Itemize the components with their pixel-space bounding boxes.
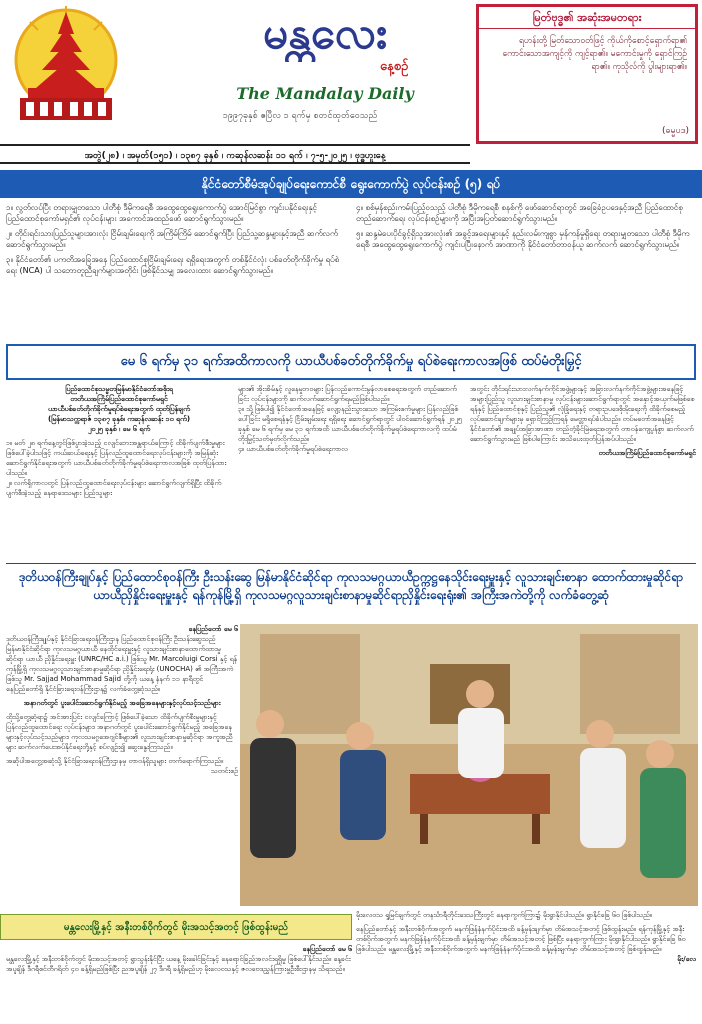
article-subheading: အနာဂတ်တွင် ပူးပေါင်းဆောင်ရွက်နိုင်မည့် အခြေအနေများနှင့်လုပ်သင့်သည်များ bbox=[23, 699, 221, 707]
article-dateline: နေပြည်တော် မေ ၆ bbox=[188, 625, 238, 633]
ceasefire-signature: တတိယအကြိမ်ပြည်ထောင်စုကော်မရှင် bbox=[598, 449, 696, 457]
section-title-election: နိုင်ငံတော်စီမံအုပ်ချုပ်ရေးကောင်စီ ရွေးကောက်ပွဲ လုပ်ငန်းစဉ် (၅) ရပ် bbox=[0, 170, 702, 198]
ceasefire-col-2 bbox=[238, 384, 464, 563]
issue-dateline: အတွဲ(၂၈) ၊ အမှတ်(၁၅၁) ၊ ၁၃၈၇ ခုနှစ် ၊ ကဆုန်လဆန်း ၁၁ ရက် ၊ ၇-၅-၂၀၂၅ ၊ ဗုဒ္ဓဟူးနေ့ bbox=[0, 144, 470, 164]
article-text: မိုးလေဝသ ရှုမြင်ချက်တွင် တနင်္သာရီတိုင်းဒေသကြီးတွင် နေရာကွက်ကြား၌ မိုးရွာနိုင်ပါသည်။ ရွာနိုင်ခြေ ၆၀ ဖြစ်ပါသည်။ bbox=[356, 911, 653, 919]
meeting-photo bbox=[240, 624, 698, 906]
un-meeting-article bbox=[6, 624, 238, 914]
weather-forecast bbox=[356, 910, 696, 1022]
election-step: ၅။ ဆန္ဒမဲပေးပိုင်ခွင့်ရှိသူအားလုံး၏ အခွင့်အရေးများနှင့် နည်းလမ်းကျစွာ မှန်ကန်မှုရှိရေး တရားမျှတသော ပါတီစုံ ဒီမိုကရေစီ အထွေထွေရွေးကောက်ပွဲ ကျင်းပပြီးနောက် အာဏာကို နိုင်ငံတော်တာဝန်ယူ ဆက်လက် ဆောင်ရွက်သွားမည်။ bbox=[356, 229, 690, 249]
motto-text: ရဟန်းတို့ မြတ်သောဝတ်ဖြင့် ကိုယ်ကိုစောင့်ရှောက်ရာ၏ ကောင်းသောအကျင့်ကို ကျင့်ရာ၏။ မကောင်းမှုကို ရှောင်ကြဉ်ရာ၏။ ကုသိုလ်ကို ပွါးများရာ၏။ bbox=[502, 36, 687, 72]
election-steps-right bbox=[356, 202, 696, 342]
ceasefire-text: အတွင်း တိုင်းရင်းသားလက်နက်ကိုင်အဖွဲ့များနှင့် အခြားလက်နက်ကိုင်အဖွဲ့များအနေဖြင့် အများပြည်သူ လူသားချင်းစာနာမှု လုပ်ငန်းများဆောင်ရွက်ရာတွင် အနှောင့်အယှက်မဖြစ်စေရန်နှင့် ပြည်ထောင်စုနှင့် ပြည်သူ၏ လုံခြုံရေးနှင့် တရားဥပဒေစိုးမိုးရေးကို ထိခိုက်စေမည့် လုပ်ဆောင်ချက်များမှ ရှောင်ကြဉ်ကြရန် မေတ္တာရပ်ခံပါသည်။ တပ်မတော်အနေဖြင့် နိုင်ငံတော်၏ အချုပ်အခြာအာဏာ တည်တံ့ခိုင်မြဲရေးအတွက် တာဝန်ကျေပွန်စွာ ဆက်လက်ဆောင်ရွက်သွားမည် ဖြစ်ပါကြောင်း အသိပေးထုတ်ပြန်အပ်ပါသည်။ bbox=[470, 385, 695, 443]
article-text: အဆိုပါအတွေ့အဆုံသို့ နိုင်ငံခြားရေးဝန်ကြီးဌာနမှ တာဝန်ရှိသူများ တက်ရောက်ကြသည်။ bbox=[6, 757, 224, 765]
article-credit: သတင်းစဉ် bbox=[210, 767, 238, 775]
election-steps bbox=[6, 202, 696, 342]
newspaper-title-english: The Mandalay Daily bbox=[236, 84, 414, 103]
election-step: ၂။ တိုင်းရင်းသားပြည်သူများအားလုံး ငြိမ်းချမ်းရေးကို အကြိမ်ကြိမ် ဆောင်ရွက်ပြီး ပြည်သူ့ဆန္ဒများနှင့်အညီ ဆက်လက်ဆောင်ရွက်သွားမည်။ bbox=[6, 229, 338, 249]
article-text: နေပြည်တော်နှင့် အနီးတစ်ဝိုက်အတွက် မနက်ဖြန်နံနက်ပိုင်းအထိ ခန့်မှန်းချက်မှာ တိမ်အသင့်အတင့် ဖြစ်ထွန်းမည်။ ရန်ကုန်မြို့နှင့် အနီးတစ်ဝိုက်အတွက် မနက်ဖြန်နံနက်ပိုင်းအထိ ခန့်မှန်းချက်မှာ တိမ်အသင့်အတင့် ဖြစ်ပြီး နေရာကွက်ကြား မိုးရွာနိုင်ပါသည်။ ရွာနိုင်ခြေ ၆၀ ဖြစ်ပါသည်။ မန္တလေးမြို့နှင့် အနီးတစ်ဝိုက်အတွက် မနက်ဖြန်နံနက်ပိုင်းအထိ ခန့်မှန်းချက်မှာ တိမ်အသင့်အတင့် ဖြစ်ထွန်းမည်။ bbox=[356, 925, 686, 953]
headline-un-meeting: ဒုတိယဝန်ကြီးချုပ်နှင့် ပြည်ထောင်စုဝန်ကြီး ဦးသန်းဆွေ မြန်မာနိုင်ငံဆိုင်ရာ ကုလသမဂ္ဂယာယီဥက္ကဋ္ဌနေသိုင်းရေးမှူးနှင့် လူသားချင်းစာနာ ထောက်ထားမှုဆိုင်ရာ ယာယီညှိနှိုင်းရေးမှူးနှင့် ရန်ကုန်မြို့ရှိ ကုလသမဂ္ဂလူသားချင်းစာနာမှုဆိုင်ရာညှိနှိုင်းရေးရုံး၏ အကြီးအကဲတို့ကို လက်ခံတွေ့ဆုံ bbox=[19, 570, 683, 602]
headline-ceasefire: မေ ၆ ရက်မှ ၃၁ ရက်အထိကာလကို ယာယီပစ်ခတ်တိုက်ခိုက်မှု ရပ်စဲရေးကာလအဖြစ် ထပ်မံတိုးမြှင့် bbox=[6, 344, 696, 380]
motto-title: မြတ်ဗုဒ္ဓ၏ အဆုံးအမတရား bbox=[479, 7, 695, 29]
newspaper-subtitle: နေ့စဉ် bbox=[380, 59, 409, 74]
tagline: ၁၉၉၇ခုနှစ် ဧပြီလ ၁ ရက်မှ စတင်ထုတ်ဝေသည် bbox=[222, 111, 378, 121]
motto-box bbox=[476, 4, 698, 144]
election-step: ၄။ စစ်မှန်စည်းကမ်းပြည့်ဝသည့် ပါတီစုံ ဒီမိုကရေစီ စနစ်ကို ဖော်ဆောင်ရာတွင် အခြေခံဥပဒေနှင့်အညီ ပြည်ထောင်စုတည်ဆောက်ရေး လုပ်ငန်းစဉ်များကို အပြီးအပြတ်ဆောင်ရွက်သွားမည်။ bbox=[356, 203, 683, 223]
newspaper-title: မန္တလေး bbox=[262, 8, 388, 59]
statement-header: ပြည်ထောင်စုသမ္မတမြန်မာနိုင်ငံတော်အစိုးရ တတိယအကြိမ်ပြည်ထောင်စုကော်မရှင် ယာယီပစ်ခတ်တိုက်ခိုက်မှုရပ်စဲရေးအတွက် ထုတ်ပြန်ချက် (မြန်မာသက္ကရာဇ် ၁၃၈၇ ခုနှစ်၊ ကဆုန်လဆန်း ၁၀ ရက်) ၂၀၂၅ ခုနှစ် ၊ မေ ၆ ရက် bbox=[47, 385, 191, 433]
ceasefire-col-3 bbox=[470, 384, 696, 563]
weather-article bbox=[6, 944, 352, 1022]
masthead bbox=[0, 0, 470, 128]
election-step: ၁။ လွတ်လပ်ပြီး တရားမျှတသော ပါတီစုံ ဒီမိုကရေစီ အထွေထွေရွေးကောက်ပွဲ အောင်မြင်စွာ ကျင်းပနိုင်ရေးနှင့် ပြည်ထောင်စုကော်မရှင်၏ လုပ်ငန်းများ အကောင်အထည်ဖော် ဆောင်ရွက်သွားမည်။ bbox=[6, 203, 317, 223]
article-text: ဒုတိယဝန်ကြီးချုပ်နှင့် နိုင်ငံခြားရေးဝန်ကြီးဌာန ပြည်ထောင်စုဝန်ကြီး ဦးသန်းဆွေသည် မြန်မာနိုင်ငံဆိုင်ရာ ကုလသမဂ္ဂယာယီ နေထိုင်ရေးမှူးနှင့် လူသားချင်းစာနာထောက်ထားမှုဆိုင်ရာ ယာယီ ညှိနှိုင်းရေးမှူး (UNRC/HC a.i.) ဖြစ်သူ Mr. Marcoluigi Corsi နှင့် ရန်ကုန်မြို့ရှိ ကုလသမဂ္ဂလူသားချင်းစာနာမှုဆိုင်ရာ ညှိနှိုင်းရေးရုံး (UNOCHA) ၏ အကြီးအကဲဖြစ်သူ Mr. Sajjad Mohammad Sajid တို့ကို ယနေ့ နံနက် ၁၁ နာရီတွင် နေပြည်တော်ရှိ နိုင်ငံခြားရေးဝန်ကြီးဌာန၌ လက်ခံတွေ့ဆုံသည်။ bbox=[6, 635, 238, 693]
ceasefire-col-1 bbox=[6, 384, 232, 563]
headline-weather-mandalay: မန္တလေးမြို့နှင့် အနီးတစ်ဝိုက်တွင် မိုးအသင့်အတင့် ဖြစ်ထွန်းမည် bbox=[0, 914, 352, 940]
palace-logo bbox=[10, 4, 122, 126]
ceasefire-article bbox=[6, 384, 696, 564]
ceasefire-text: များ၏ အိုးအိမ်နှင့် လူနေမှုဘဝများ ပြန်လည်ကောင်းမွန်လာစေရေးအတွက် တည်ဆောက်ခြင်း လုပ်ငန်းများကို ဆက်လက်ဆောင်ရွက်ရမည်ဖြစ်ပါသည်။ ၃။ သို့ဖြစ်ပါ၍ နိုင်ငံတော်အနေဖြင့် လျော့နည်းသွားသော အကြမ်းဖက်မှုများ ပြန်လည်ဖြစ်ပေါ်ခြင်း မရှိစေရန်နှင့် ငြိမ်းချမ်းရေး ရရှိရေး ဆောင်ရွက်ရာတွင် ပါဝင်ဆောင်ရွက်ရန် ၂၀၂၅ ခုနှစ် မေ ၆ ရက်မှ မေ ၃၁ ရက်အထိ ယာယီပစ်ခတ်တိုက်ခိုက်မှုရပ်စဲရေးကာလကို ထပ်မံတိုးမြှင့်သတ်မှတ်လိုက်သည်။ ၄။ ယာယီပစ်ခတ်တိုက်ခိုက်မှုရပ်စဲရေးကာလ bbox=[238, 385, 462, 453]
motto-reference: (ဓမ္မပဒ) bbox=[661, 126, 689, 136]
article-credit: မိုး/လေ bbox=[677, 955, 696, 963]
article-dateline: နေပြည်တော် မေ ၆ bbox=[302, 945, 352, 953]
ceasefire-text: ၁။ မတ် ၂၈ ရက်နေ့တွင်ဖြစ်ပွားခဲ့သည့် ငလျင်ဘေးအန္တရာယ်ကြောင့် ထိခိုက်ပျက်စီးမှုများ ဖြစ်ပေါ်ခဲ့ပါသဖြင့် ကယ်ဆယ်ရေးနှင့် ပြန်လည်ထူထောင်ရေးလုပ်ငန်းများကို အမြန်ဆုံးဆောင်ရွက်နိုင်ရေးအတွက် ယာယီပစ်ခတ်တိုက်ခိုက်မှုရပ်စဲရေးကာလအဖြစ် ထုတ်ပြန်ထားပါသည်။ ၂။ လက်ရှိကာလတွင် ပြန်လည်ထူထောင်ရေးလုပ်ငန်းများ ဆောင်ရွက်လျက်ရှိပြီး ထိခိုက်ပျက်စီးခဲ့သည့် နေရာဒေသများ ပြည်သူများ bbox=[6, 439, 227, 497]
election-steps-left bbox=[6, 202, 346, 342]
article-text: မန္တလေးမြို့နှင့် အနီးတစ်ဝိုက်တွင် မိုးအသင့်အတင့် ရွာသွန်းနိုင်ပြီး ယနေ့ မိုးခေါင်ခြင်းနှင့် နေရောင်ခြည်အလင်းရရှိမှု ဖြစ်ပေါ်နိုင်သည်။ နေ့ခင်း အပူချိန် ဒီဂရီစင်တီဂရိတ် ၄၀ ခန့်ရှိမည်ဖြစ်ပြီး ညအပူချိန် ၂၇ ဒီဂရီ ခန့်ရှိမည်ဟု မိုးလေဝသနှင့် ဇလဗေဒညွှန်ကြားမှုဦးစီးဌာနမှ သိရသည်။ bbox=[6, 955, 351, 973]
article-text: ထိုသို့တွေ့ဆုံရာ၌ အင်အားပြင်း ငလျင်ကြောင့် ဖြစ်ပေါ်ခဲ့သော ထိခိုက်ပျက်စီးမှုများနှင့် ပြန်လည်ထူထောင်ရေး လုပ်ငန်းများ၊ အနာဂတ်တွင် ပူးပေါင်းဆောင်ရွက်နိုင်မည့် အခြေအနေများနှင့်လုပ်သင့်သည်များ၊ ကုလသမဂ္ဂအေဂျင်စီများ၏ လူသားချင်းစာနာမှုဆိုင်ရာ အကူအညီများ ဆက်လက်ပေးအပ်နိုင်ရေးတို့နှင့် စပ်လျဉ်း၍ ဆွေးနွေးကြသည်။ bbox=[6, 713, 233, 751]
election-step: ၃။ နိုင်ငံတော်၏ ပကတိအခြေအနေ ပြည်ထောင်စုငြိမ်းချမ်းရေး ရရှိရေးအတွက် တစ်နိုင်ငံလုံး ပစ်ခတ်တိုက်ခိုက်မှု ရပ်စဲရေး (NCA) ပါ သဘောတူညီချက်များအတိုင်း ဖြစ်နိုင်သမျှ အလေးထား ဆောင်ရွက်သွားမည်။ bbox=[6, 255, 340, 275]
